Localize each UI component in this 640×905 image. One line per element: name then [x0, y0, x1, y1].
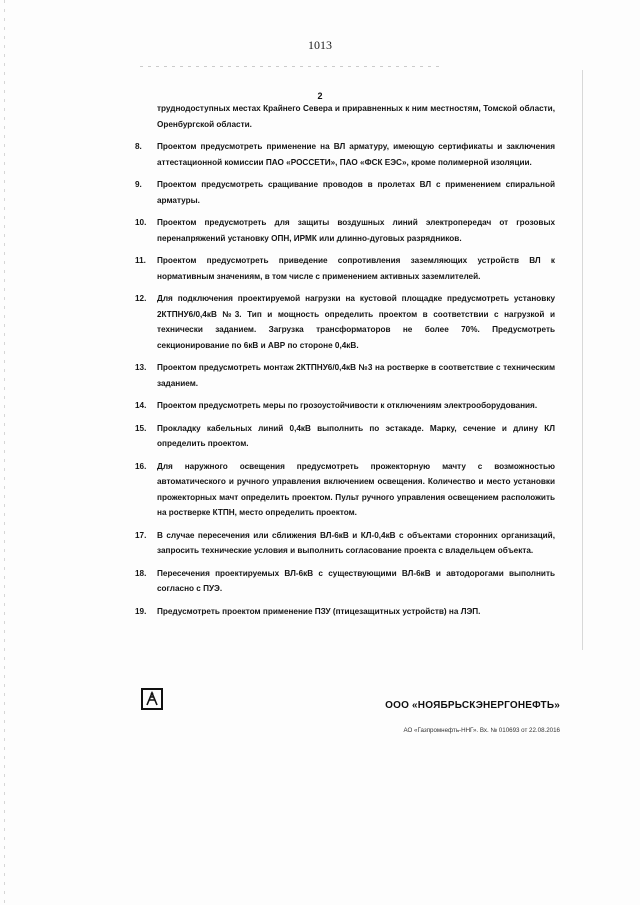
- item-number: 17.: [135, 530, 147, 540]
- list-item: [135, 215, 555, 246]
- item-text: Пересечения проектируемых ВЛ-6кВ с существующими ВЛ-6кВ и автодорогами выполнить согласно с ПУЭ.: [157, 568, 555, 593]
- item-number: 14.: [135, 401, 147, 410]
- item-number: 10.: [135, 218, 147, 227]
- item-text: Для подключения проектируемой нагрузки на кустовой площадке предусмотреть установку 2КТПНУ6/0,4кВ №3. Тип и мощность определить проектом в соответствии с нагрузкой и технически заданием. Загрузка трансформаторов не более 70%. Предусмотреть секционирование по 6кВ и АВР по стороне 0,4кВ.: [157, 294, 555, 350]
- list-item: [135, 398, 555, 414]
- item-text: Проектом предусмотреть для защиты воздушных линий электропередач от грозовых перенапряжений установку ОПН, ИРМК или длинно-дуговых разрядников.: [157, 218, 555, 243]
- list-item: [135, 291, 555, 353]
- company-logo-icon: [141, 688, 163, 710]
- list-item: [135, 253, 555, 284]
- item-number: 11.: [135, 256, 146, 265]
- item-number: 15.: [135, 423, 147, 433]
- item-text: Предусмотреть проектом применение ПЗУ (птицезащитных устройств) на ЛЭП.: [157, 606, 481, 616]
- item-number: 8.: [135, 142, 142, 151]
- list-item: [135, 139, 555, 170]
- scan-edge: [4, 0, 5, 905]
- oil-rig-icon: [144, 691, 160, 707]
- item-number: 12.: [135, 294, 147, 303]
- item-number: 9.: [135, 180, 142, 189]
- registration-stamp: АО «Газпромнефть-ННГ». Вх. № 010693 от 22.08.2016: [403, 727, 560, 734]
- item-number: 13.: [135, 363, 147, 372]
- scan-artifact-line: [140, 66, 440, 67]
- list-item: [135, 177, 555, 208]
- list-item: [135, 421, 555, 452]
- document-body: [135, 101, 555, 619]
- item-text: В случае пересечения или сближения ВЛ-6кВ и КЛ-0,4кВ с объектами сторонних организаций, запросить технические условия и выполнить согласование проекта с владельцем объекта.: [157, 530, 555, 555]
- scan-vertical-line: [582, 70, 583, 650]
- item-text: Проектом предусмотреть приведение сопротивления заземляющих устройств ВЛ к нормативным значениям, в том числе с применением активных заземлителей.: [157, 256, 555, 281]
- item-text: Прокладку кабельных линий 0,4кВ выполнить по эстакаде. Марку, сечение и длину КЛ определить проектом.: [157, 423, 555, 448]
- company-name: ООО «НОЯБРЬСКЭНЕРГОНЕФТЬ»: [385, 700, 560, 711]
- list-item: [135, 528, 555, 559]
- list-item: [135, 360, 555, 391]
- item-number: 18.: [135, 568, 147, 578]
- item-text: Проектом предусмотреть сращивание проводов в пролетах ВЛ с применением спиральной арматуры.: [157, 180, 555, 205]
- requirements-list: [135, 139, 555, 619]
- item-text: Проектом предусмотреть меры по грозоустойчивости к отключениям электрооборудования.: [157, 401, 538, 410]
- item-number: 16.: [135, 461, 147, 471]
- intro-paragraph: труднодоступных местах Крайнего Севера и приравненных к ним местностям, Томской области, Оренбургской области.: [157, 104, 555, 129]
- item-text: Проектом предусмотреть монтаж 2КТПНУ6/0,4кВ №3 на ростверке в соответствие с техническим заданием.: [157, 363, 555, 388]
- archive-stamp-number: 1013: [308, 38, 332, 52]
- item-text: Проектом предусмотреть применение на ВЛ арматуру, имеющую сертификаты и заключения аттестационной комиссии ПАО «РОССЕТИ», ПАО «ФСК ЕЭС», кроме полимерной изоляции.: [157, 142, 555, 167]
- page-number: 2: [317, 91, 323, 101]
- item-text: Для наружного освещения предусмотреть прожекторную мачту с возможностью автоматического и ручного управления включением освещения. Количество и место установки прожекторных мачт определить проектом. Пульт ручного управления освещением расположить на ростверке КТПН, место определить проектом.: [157, 461, 555, 517]
- list-item: [135, 459, 555, 521]
- item-number: 19.: [135, 606, 147, 616]
- list-item: [135, 604, 555, 620]
- list-item: [135, 566, 555, 597]
